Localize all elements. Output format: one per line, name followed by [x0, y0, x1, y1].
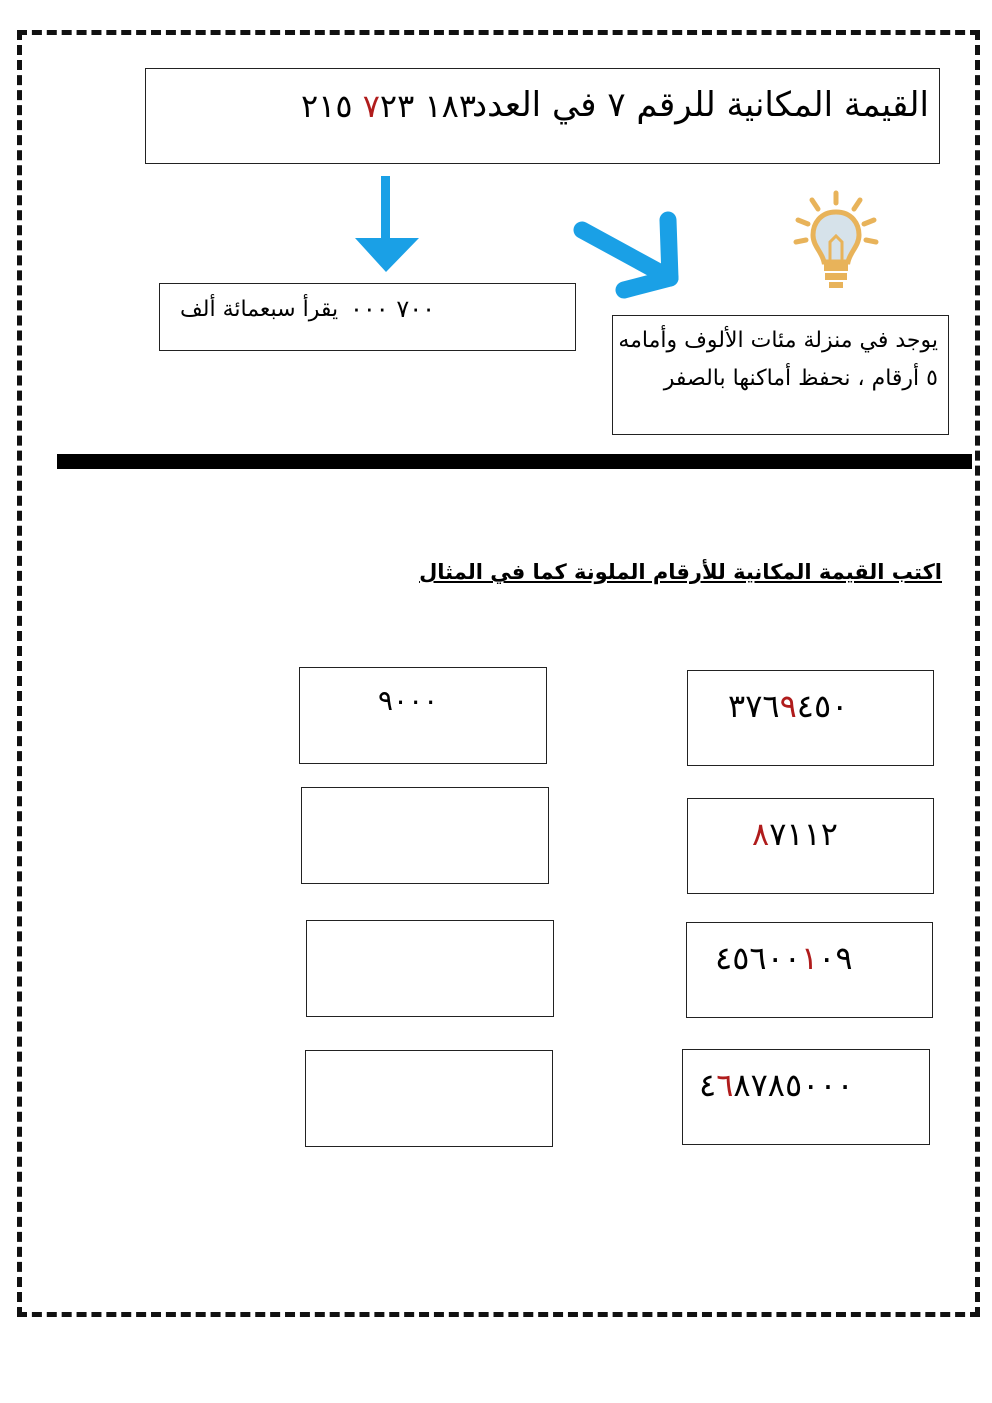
header-title: القيمة المكانية للرقم ٧ في العدد [471, 85, 929, 125]
diagonal-arrow-icon [568, 208, 693, 303]
number-1-highlight: ٩ [779, 687, 797, 725]
header-number-before: ١٨٣ [424, 87, 477, 125]
number-1-before: ٣٧٦ [728, 687, 780, 725]
example-answer-box [159, 283, 576, 351]
exercise-instruction: اكتب القيمة المكانية للأرقام الملونة كما في المثال [419, 560, 942, 584]
answer-box-4[interactable] [305, 1050, 553, 1147]
number-3-after: ٠٩ [818, 939, 853, 977]
example-reading: يقرأ سبعمائة ألف [180, 297, 339, 322]
example-value: ٧٠٠ ٠٠٠ [350, 295, 435, 323]
header-number [301, 87, 476, 125]
number-4-highlight: ٦ [716, 1066, 734, 1104]
header-number-highlight: ٧ [362, 87, 380, 125]
number-4 [699, 1066, 854, 1104]
number-box-3 [686, 922, 933, 1018]
number-2 [752, 815, 838, 853]
number-1 [728, 687, 848, 725]
number-box-4 [682, 1049, 930, 1145]
number-3-highlight: ١ [800, 939, 819, 977]
number-1-after: ٤٥٠ [796, 687, 849, 725]
hint-box [612, 315, 949, 435]
answer-box-2[interactable] [301, 787, 549, 884]
answer-box-3[interactable] [306, 920, 554, 1017]
header-number-after: ٢٣ ٢١٥ [301, 87, 415, 125]
lightbulb-icon [790, 190, 882, 290]
hint-line-2: ٥ أرقام ، نحفظ أماكنها بالصفر [663, 366, 938, 391]
number-box-2 [687, 798, 934, 894]
down-arrow-icon [352, 176, 422, 276]
section-divider [57, 454, 972, 469]
hint-line-1: يوجد في منزلة مئات الألوف وأمامه [618, 328, 938, 353]
header-box [145, 68, 940, 164]
number-2-highlight: ٨ [752, 815, 770, 853]
number-3-before: ٤٥٦٠٠ [715, 939, 801, 977]
answer-box-1[interactable] [299, 667, 547, 764]
number-4-before: ٤ [699, 1066, 717, 1104]
number-box-1 [687, 670, 934, 766]
number-2-after: ٧١١٢ [769, 815, 838, 853]
answer-1: ٩٠٠٠ [378, 684, 439, 717]
number-3 [715, 939, 853, 977]
number-4-after: ٨٧٨٥٠٠٠ [733, 1066, 854, 1104]
